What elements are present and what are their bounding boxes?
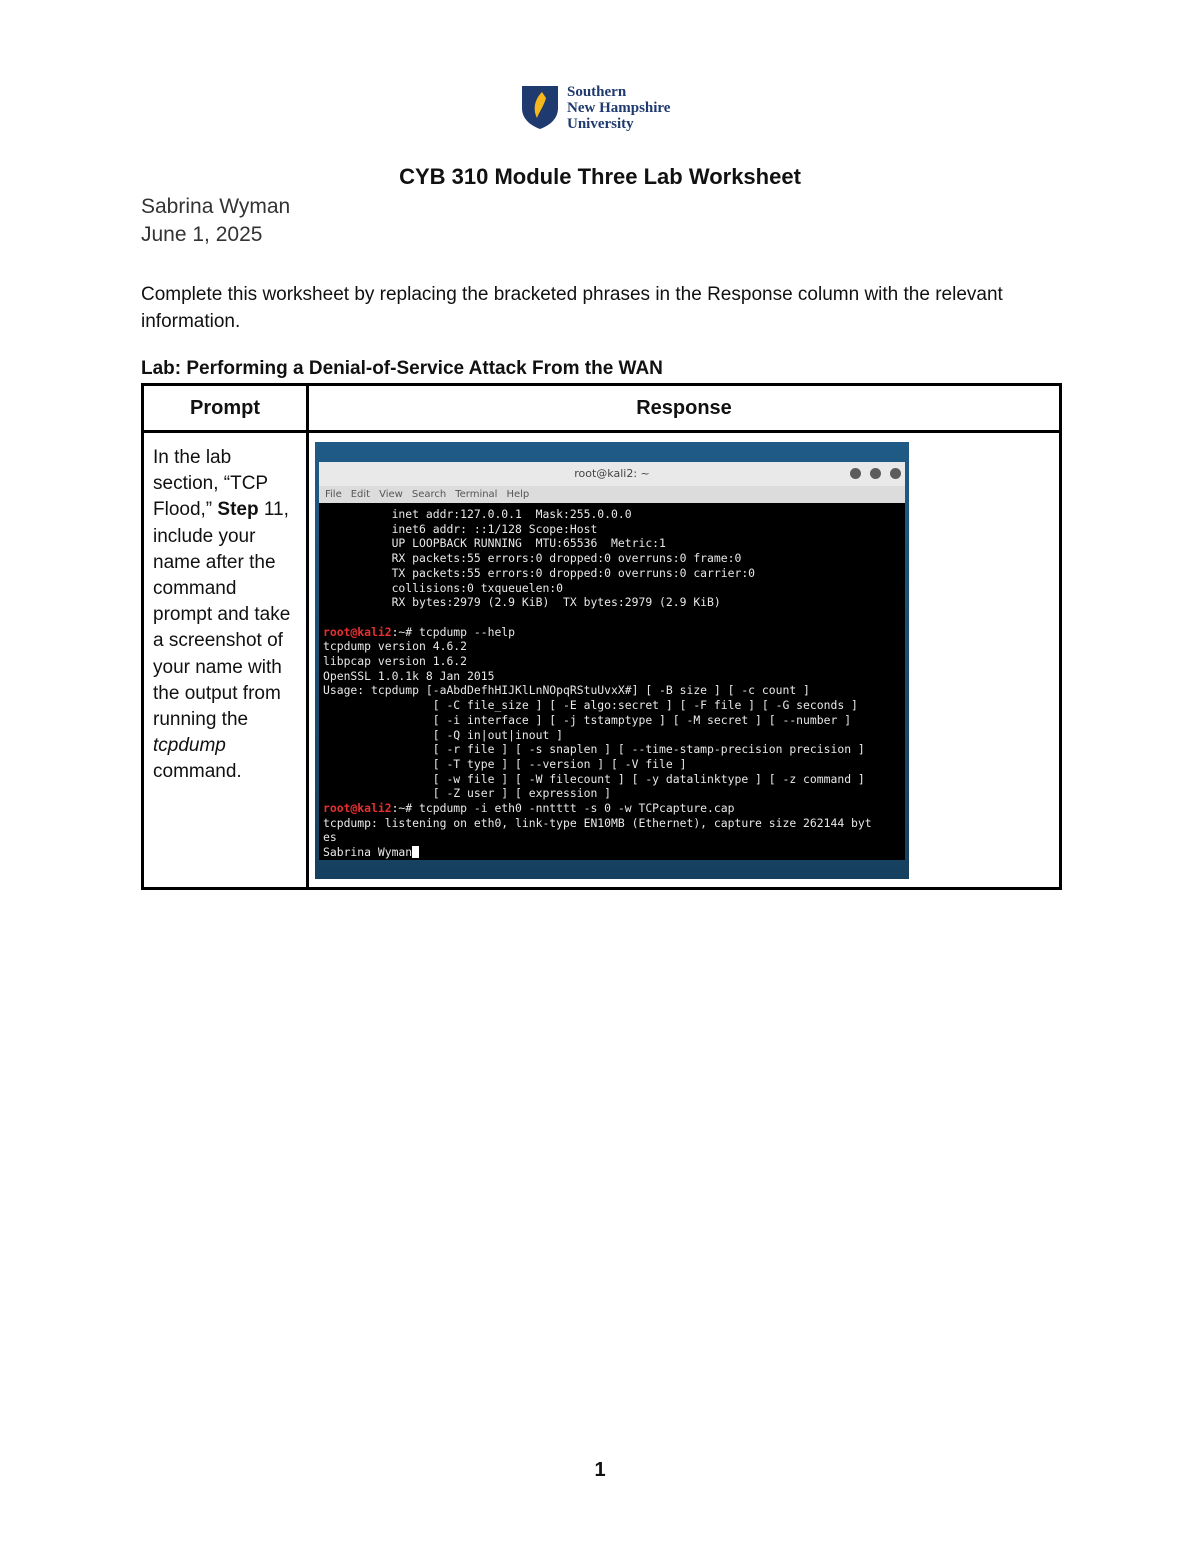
prompt-text-part3: command. [153, 761, 242, 783]
author-block [141, 193, 290, 249]
instructions-text: Complete this worksheet by replacing the bracketed phrases in the Response column with the relevant information. [141, 284, 1003, 332]
terminal-menubar [319, 486, 905, 503]
menu-file: File [325, 489, 342, 500]
terminal-window [319, 462, 905, 860]
prompt-cell [143, 432, 308, 889]
menu-edit: Edit [350, 489, 371, 500]
prompt-command-italic: tcpdump [153, 735, 226, 757]
terminal-screenshot [315, 442, 909, 879]
logo-line-3: University [567, 116, 634, 132]
maximize-icon [870, 468, 881, 479]
shield-logo-icon [520, 84, 560, 130]
help-command: :~# tcpdump --help [391, 624, 516, 639]
ifconfig-line: collisions:0 txqueuelen:0 [323, 580, 564, 595]
ifconfig-line: TX packets:55 errors:0 dropped:0 overruns:0 carrier:0 [323, 565, 756, 580]
ifconfig-line: UP LOOPBACK RUNNING MTU:65536 Metric:1 [323, 536, 666, 551]
ifconfig-line: inet6 addr: ::1/128 Scope:Host [323, 521, 598, 536]
response-cell [308, 432, 1061, 889]
shell-prompt: root@kali2 [323, 801, 392, 816]
prompt-text-part1: In the lab section, “TCP Flood,” [153, 447, 268, 521]
text-cursor [412, 846, 419, 858]
prompt-text [144, 433, 306, 796]
help-line: Usage: tcpdump [-aAbdDefhHIJKlLnNOpqRStuUvxX#] [ -B size ] [ -c count ] [323, 683, 810, 698]
typed-name: Sabrina Wyman [323, 845, 413, 860]
help-line: OpenSSL 1.0.1k 8 Jan 2015 [323, 668, 495, 683]
help-line: [ -i interface ] [ -j tstamptype ] [ -M secret ] [ --number ] [323, 712, 852, 727]
ifconfig-line: RX packets:55 errors:0 dropped:0 overruns:0 frame:0 [323, 551, 742, 566]
capture-command: :~# tcpdump -i eth0 -nntttt -s 0 -w TCPcapture.cap [391, 801, 735, 816]
menu-search: Search [411, 489, 447, 500]
logo-line-2: New Hampshire [567, 100, 671, 116]
shell-prompt: root@kali2 [323, 624, 392, 639]
terminal-title: root@kali2: ~ [574, 467, 650, 480]
table-row [143, 432, 1061, 889]
help-line: [ -Q in|out|inout ] [323, 727, 564, 742]
help-line: libpcap version 1.6.2 [323, 654, 468, 669]
help-line: [ -r file ] [ -s snaplen ] [ --time-stamp-precision precision ] [323, 742, 865, 757]
logo-line-1: Southern [567, 84, 627, 100]
terminal-output [319, 503, 905, 860]
help-line: [ -Z user ] [ expression ] [323, 786, 612, 801]
page-number: 1 [594, 1459, 606, 1481]
university-logo [520, 84, 690, 132]
prompt-step-bold: Step [217, 499, 259, 521]
author-name: Sabrina Wyman [141, 195, 291, 218]
terminal-titlebar [319, 462, 905, 486]
menu-terminal: Terminal [455, 489, 498, 500]
logo-text [567, 84, 670, 132]
ifconfig-line: RX bytes:2979 (2.9 KiB) TX bytes:2979 (2.9 KiB) [323, 595, 721, 610]
minimize-icon [850, 468, 861, 479]
capture-line: tcpdump: listening on eth0, link-type EN10MB (Ethernet), capture size 262144 byt [323, 815, 872, 830]
prompt-text-part2: 11, include your name after the command prompt and take a screenshot of your name with the output from running the [153, 499, 291, 731]
document-date: June 1, 2025 [141, 223, 263, 246]
prompt-header: Prompt [143, 385, 308, 432]
ifconfig-line: inet addr:127.0.0.1 Mask:255.0.0.0 [323, 507, 632, 521]
menu-help: Help [506, 489, 530, 500]
document-title: CYB 310 Module Three Lab Worksheet [399, 164, 801, 189]
lab-heading: Lab: Performing a Denial-of-Service Attack From the WAN [141, 358, 663, 379]
help-line: [ -T type ] [ --version ] [ -V file ] [323, 756, 687, 771]
capture-line: es [323, 830, 337, 845]
table-header-row [143, 385, 1061, 432]
menu-view: View [379, 489, 403, 500]
close-icon [890, 468, 901, 479]
help-line: [ -w file ] [ -W filecount ] [ -y datalinktype ] [ -z command ] [323, 771, 865, 786]
response-header: Response [308, 385, 1061, 432]
help-line: tcpdump version 4.6.2 [323, 639, 468, 654]
worksheet-table [141, 383, 1062, 890]
help-line: [ -C file_size ] [ -E algo:secret ] [ -F file ] [ -G seconds ] [323, 698, 858, 713]
